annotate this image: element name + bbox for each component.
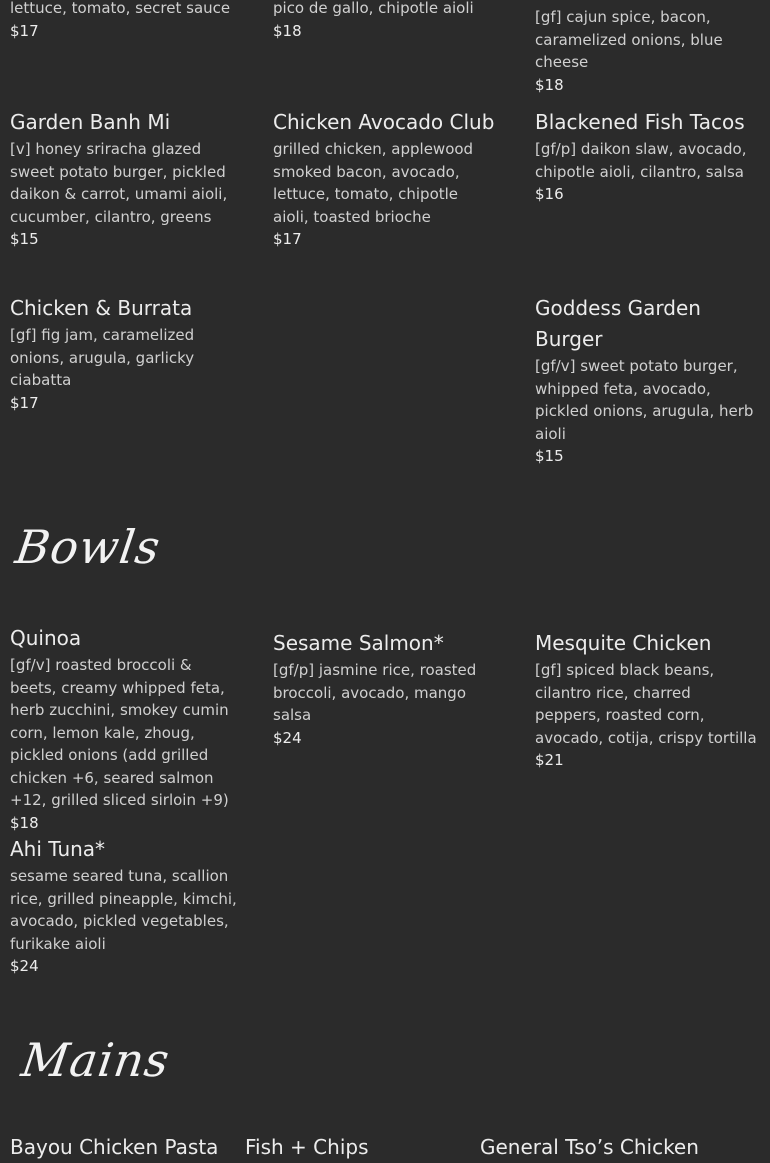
item-price: $18	[535, 75, 564, 94]
item-description: [gf/v] sweet potato burger, whipped feta, avocado, pickled onions, arugula, herb aioli	[535, 357, 754, 443]
item-price: $18	[10, 813, 39, 832]
menu-item	[273, 107, 498, 251]
item-price: $24	[273, 728, 302, 747]
item-description: grilled chicken, applewood smoked bacon, avocado, lettuce, tomato, chipotle aioli, toasted brioche	[273, 140, 474, 226]
section-heading-mains: Mains	[18, 1033, 174, 1087]
item-name: Fish + Chips	[245, 1135, 369, 1159]
menu-item	[245, 1132, 475, 1163]
item-price: $17	[273, 230, 302, 248]
item-name: Ahi Tuna*	[10, 837, 106, 861]
item-description: [gf] cajun spice, bacon, caramelized onions, blue cheese	[535, 8, 723, 71]
item-name: Mesquite Chicken	[535, 631, 712, 655]
item-description: [gf/p] jasmine rice, roasted broccoli, avocado, mango salsa	[273, 661, 477, 724]
item-description: [v] honey sriracha glazed sweet potato burger, pickled daikon & carrot, umami aioli, cucumber, cilantro, greens	[10, 140, 228, 226]
item-name: Chicken Avocado Club	[273, 110, 495, 134]
menu-item	[273, 628, 488, 749]
item-name: General Tso’s Chicken	[480, 1135, 699, 1159]
item-price: $18	[273, 21, 302, 40]
item-price: $21	[535, 751, 564, 769]
menu-item-top-3	[535, 6, 760, 96]
item-name: Bayou Chicken Pasta	[10, 1135, 219, 1159]
menu-item-top-1	[10, 0, 240, 42]
item-description: [gf/p] daikon slaw, avocado, chipotle aioli, cilantro, salsa	[535, 140, 747, 181]
menu-item	[10, 834, 240, 978]
item-price: $17	[10, 21, 39, 40]
item-name: Chicken & Burrata	[10, 296, 193, 320]
menu-item	[535, 628, 760, 772]
item-description: [gf] fig jam, caramelized onions, arugula, garlicky ciabatta	[10, 326, 195, 389]
item-price: $24	[10, 957, 39, 975]
item-name: Blackened Fish Tacos	[535, 110, 745, 134]
item-price: $15	[535, 447, 564, 465]
menu-item	[10, 1132, 240, 1163]
item-price: $17	[10, 393, 39, 412]
item-name: Sesame Salmon*	[273, 631, 444, 655]
item-description: [gf/v] roasted broccoli & beets, creamy whipped feta, herb zucchini, smokey cumin corn, lemon kale, zhoug, pickled onions (add grilled chicken +6, seared salmon +12, grilled sliced sirloin +9)	[10, 656, 229, 809]
menu-item	[10, 623, 240, 834]
item-description: sesame seared tuna, scallion rice, grilled pineapple, kimchi, avocado, pickled vegetables, furikake aioli	[10, 867, 237, 953]
menu-item	[535, 107, 760, 206]
menu-item-top-2	[273, 0, 503, 42]
item-description: lettuce, tomato, secret sauce	[10, 0, 231, 17]
menu-item	[10, 107, 240, 251]
item-price: $16	[535, 185, 564, 203]
menu-item	[535, 293, 760, 468]
item-name: Garden Banh Mi	[10, 110, 171, 134]
item-price: $15	[10, 230, 39, 248]
item-name: Goddess Garden Burger	[535, 296, 701, 351]
menu-item	[480, 1132, 760, 1163]
section-heading-bowls: Bowls	[12, 520, 164, 574]
item-name: Quinoa	[10, 626, 82, 650]
menu-item	[10, 293, 240, 414]
item-description: pico de gallo, chipotle aioli	[273, 0, 474, 17]
item-description: [gf] spiced black beans, cilantro rice, charred peppers, roasted corn, avocado, cotija, crispy tortilla	[535, 661, 757, 747]
